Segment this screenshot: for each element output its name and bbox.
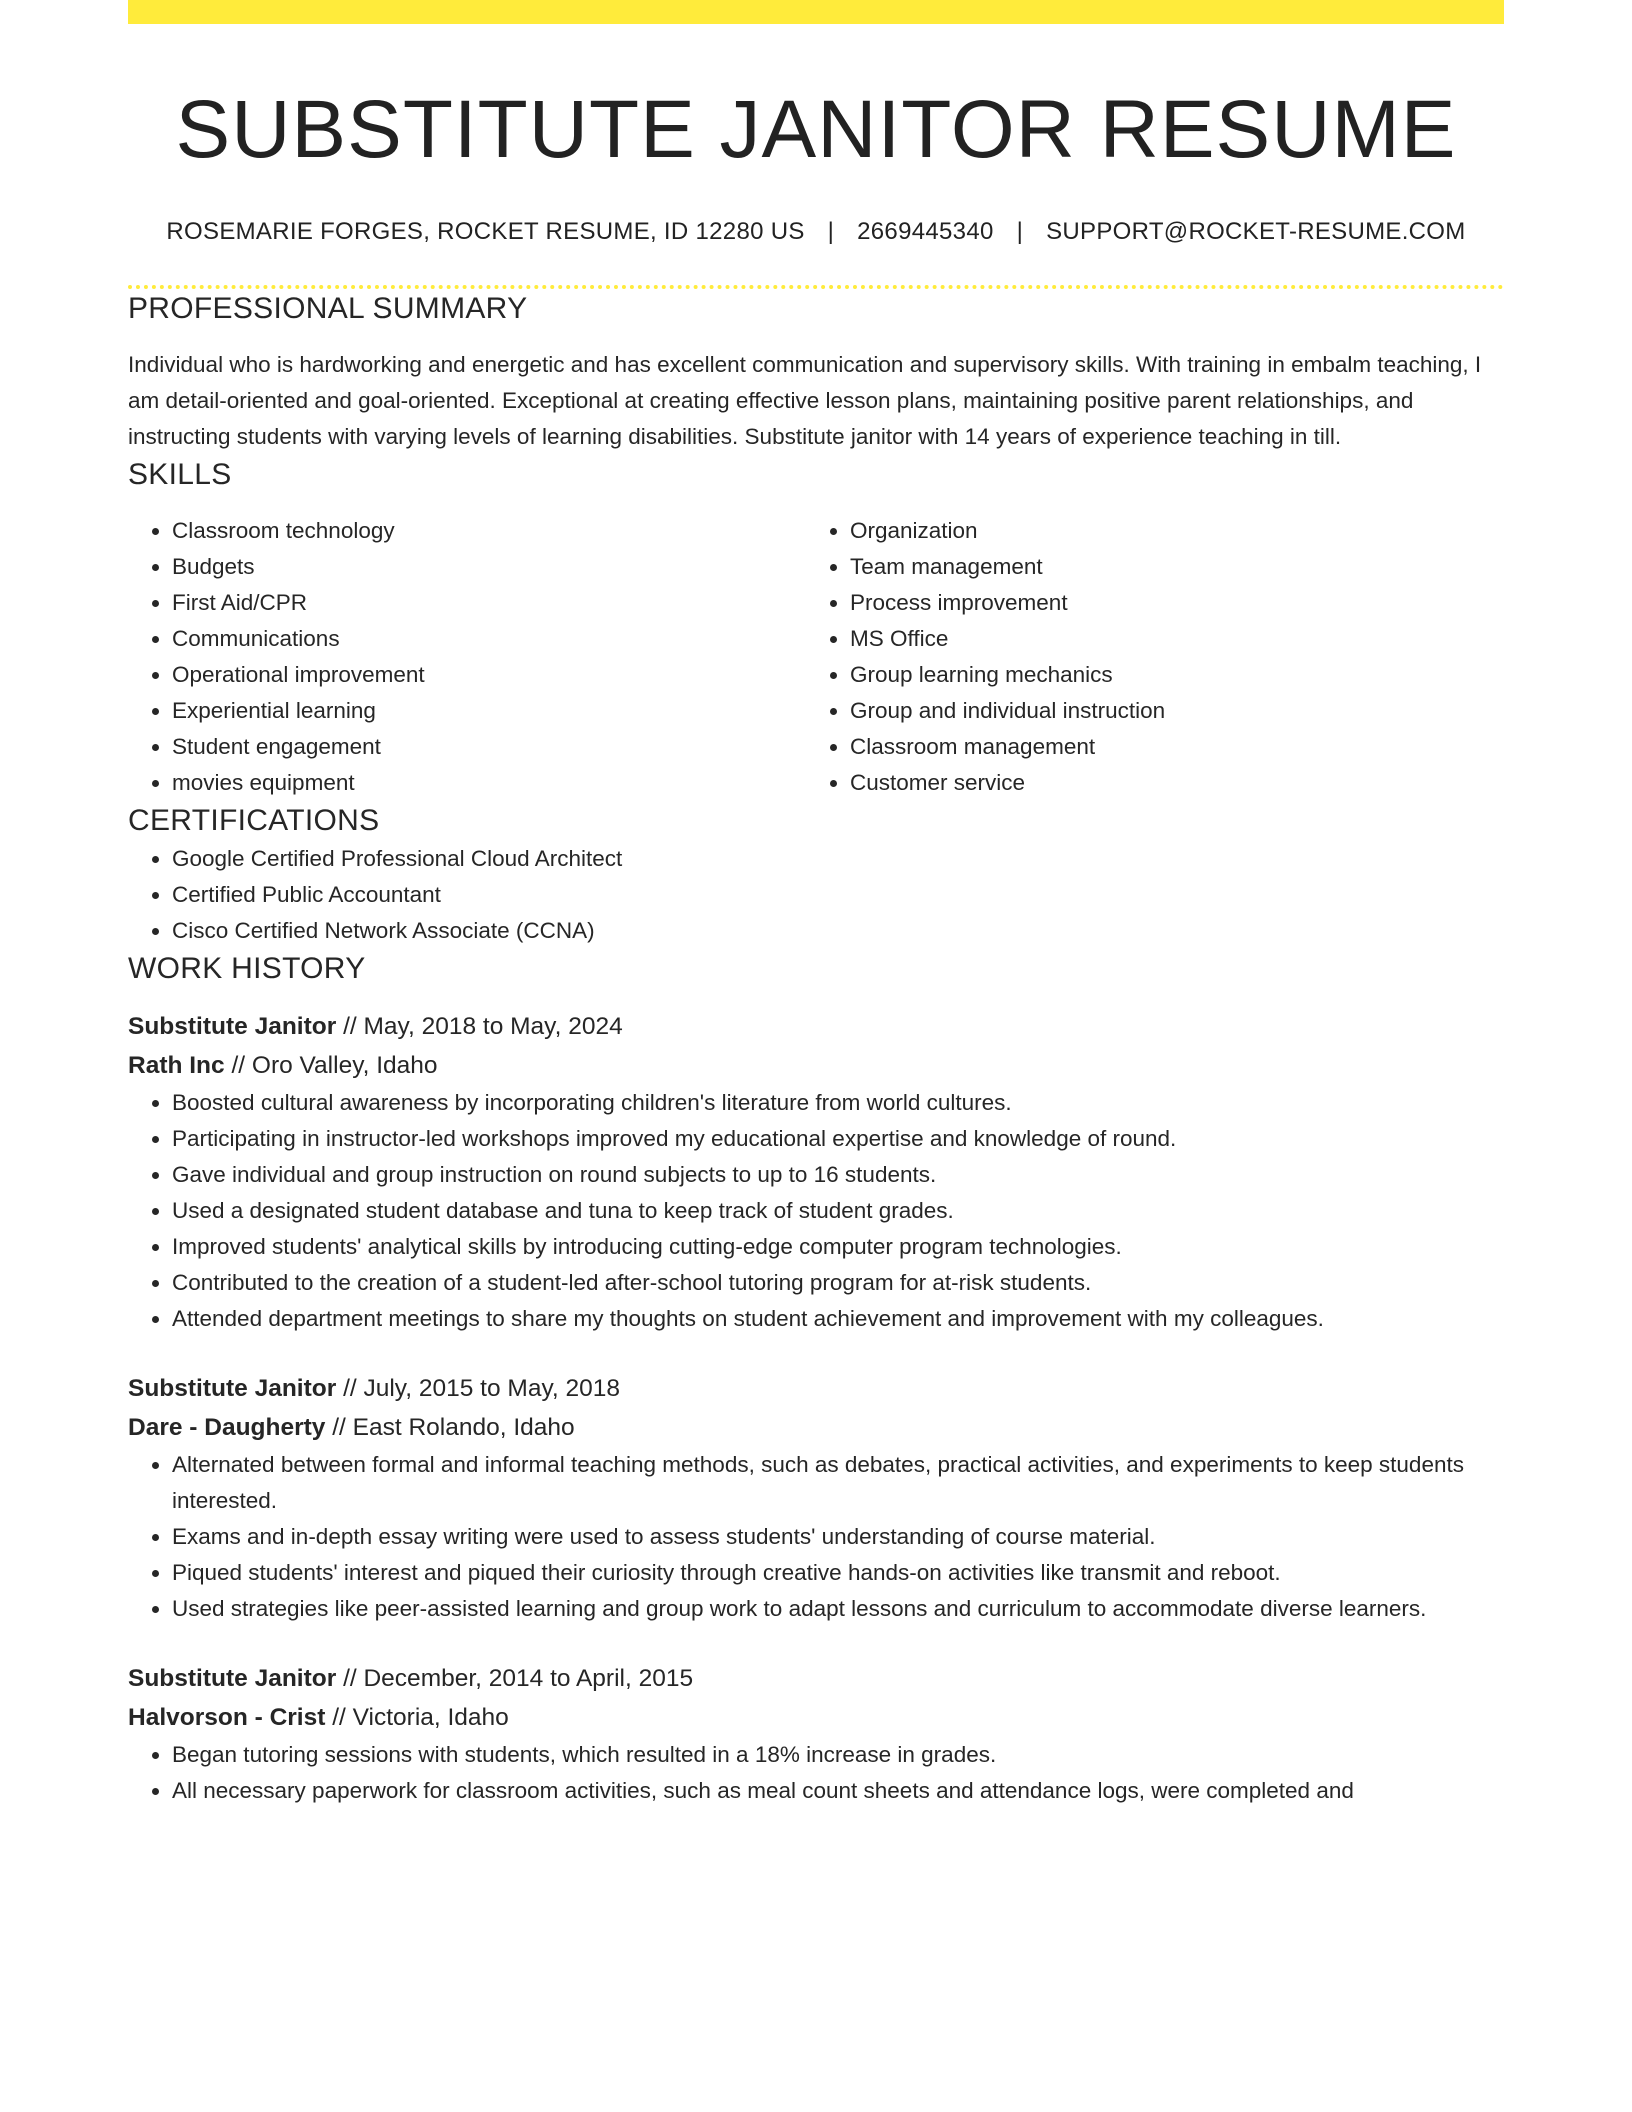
work-history-heading: WORK HISTORY — [128, 952, 366, 985]
job-title: Substitute Janitor — [128, 1375, 337, 1402]
job-company: Halvorson - Crist — [128, 1704, 326, 1731]
job-entry — [128, 1369, 1504, 1627]
skill-item: • Budgets — [172, 549, 806, 585]
job-title: Substitute Janitor — [128, 1013, 337, 1040]
skill-item: • Experiential learning — [172, 693, 806, 729]
job-bullet: • Began tutoring sessions with students, which resulted in a 18% increase in grades. — [172, 1737, 1504, 1773]
job-title-line — [128, 1369, 1504, 1408]
resume-title: SUBSTITUTE JANITOR RESUME — [175, 84, 1457, 175]
summary-heading: PROFESSIONAL SUMMARY — [128, 292, 528, 325]
job-location: // East Rolando, Idaho — [325, 1414, 575, 1441]
job-bullet: • Boosted cultural awareness by incorporating children's literature from world cultures. — [172, 1085, 1504, 1121]
job-bullet: • Improved students' analytical skills by introducing cutting-edge computer program technologies. — [172, 1229, 1504, 1265]
job-dates: // May, 2018 to May, 2024 — [336, 1013, 623, 1040]
contact-email: SUPPORT@ROCKET-RESUME.COM — [1046, 218, 1466, 245]
job-dates: // July, 2015 to May, 2018 — [336, 1375, 620, 1402]
skills-list-left — [128, 513, 806, 801]
skills-heading: SKILLS — [128, 458, 232, 491]
certifications-list — [128, 841, 1504, 949]
contact-address: ROSEMARIE FORGES, ROCKET RESUME, ID 12280 US — [166, 218, 805, 245]
job-bullets — [128, 1447, 1504, 1627]
job-bullet: • Gave individual and group instruction on round subjects to up to 16 students. — [172, 1157, 1504, 1193]
job-location: // Victoria, Idaho — [325, 1704, 509, 1731]
job-bullet: • Attended department meetings to share my thoughts on student achievement and improvement with my colleagues. — [172, 1301, 1504, 1337]
skill-item: • MS Office — [850, 621, 1484, 657]
job-title: Substitute Janitor — [128, 1665, 337, 1692]
skills-list-right — [806, 513, 1484, 801]
skill-item: • Team management — [850, 549, 1484, 585]
job-company-line — [128, 1408, 1504, 1447]
certifications-heading: CERTIFICATIONS — [128, 804, 380, 837]
skill-item: • First Aid/CPR — [172, 585, 806, 621]
summary-text: Individual who is hardworking and energetic and has excellent communication and supervisory skills. With training in embalm teaching, I am detail-oriented and goal-oriented. Exceptional at creating effective lesson plans, maintaining positive parent relationships, and instructing students with varying levels of learning disabilities. Substitute janitor with 14 years of experience teaching in till. — [128, 352, 1482, 449]
certification-item: • Cisco Certified Network Associate (CCNA) — [172, 913, 1504, 949]
skill-item: • Classroom management — [850, 729, 1484, 765]
work-history-section — [128, 949, 1504, 1809]
job-bullets — [128, 1085, 1504, 1337]
skill-item: • Customer service — [850, 765, 1484, 801]
job-bullet: • Participating in instructor-led workshops improved my educational expertise and knowledge of round. — [172, 1121, 1504, 1157]
skill-item: • Organization — [850, 513, 1484, 549]
certification-item: • Google Certified Professional Cloud Architect — [172, 841, 1504, 877]
job-bullet: • Alternated between formal and informal teaching methods, such as debates, practical activities, and experiments to keep students interested. — [172, 1447, 1504, 1519]
skills-column-right — [806, 513, 1484, 801]
job-title-line — [128, 1007, 1504, 1046]
job-bullet: • Piqued students' interest and piqued their curiosity through creative hands-on activities like transmit and reboot. — [172, 1555, 1504, 1591]
skill-item: • Communications — [172, 621, 806, 657]
skill-item: • Group and individual instruction — [850, 693, 1484, 729]
job-entry — [128, 1659, 1504, 1809]
job-company-line — [128, 1698, 1504, 1737]
job-title-line — [128, 1659, 1504, 1698]
skills-section — [128, 455, 1504, 801]
job-bullet: • Used a designated student database and tuna to keep track of student grades. — [172, 1193, 1504, 1229]
skills-column-left — [128, 513, 806, 801]
skill-item: • Process improvement — [850, 585, 1484, 621]
job-dates: // December, 2014 to April, 2015 — [336, 1665, 694, 1692]
job-bullet: • All necessary paperwork for classroom activities, such as meal count sheets and attendance logs, were completed and — [172, 1773, 1504, 1809]
job-bullet: • Contributed to the creation of a student-led after-school tutoring program for at-risk students. — [172, 1265, 1504, 1301]
certifications-section — [128, 801, 1504, 949]
resume-page — [128, 0, 1504, 1809]
skills-columns — [128, 513, 1504, 801]
summary-section — [128, 289, 1504, 455]
job-entry — [128, 1007, 1504, 1337]
job-location: // Oro Valley, Idaho — [224, 1052, 438, 1079]
skill-item: • Classroom technology — [172, 513, 806, 549]
job-bullets — [128, 1737, 1504, 1809]
contact-phone: 2669445340 — [857, 218, 994, 245]
contact-line — [128, 216, 1504, 248]
contact-separator: | — [1016, 218, 1024, 245]
job-company: Rath Inc — [128, 1052, 225, 1079]
job-bullet: • Exams and in-depth essay writing were used to assess students' understanding of course material. — [172, 1519, 1504, 1555]
job-company-line — [128, 1046, 1504, 1085]
job-company: Dare - Daugherty — [128, 1414, 326, 1441]
certification-item: • Certified Public Accountant — [172, 877, 1504, 913]
job-bullet: • Used strategies like peer-assisted learning and group work to adapt lessons and curriculum to accommodate diverse learners. — [172, 1591, 1504, 1627]
skill-item: • Student engagement — [172, 729, 806, 765]
skill-item: • Group learning mechanics — [850, 657, 1484, 693]
contact-separator: | — [827, 218, 835, 245]
skill-item: • movies equipment — [172, 765, 806, 801]
skill-item: • Operational improvement — [172, 657, 806, 693]
